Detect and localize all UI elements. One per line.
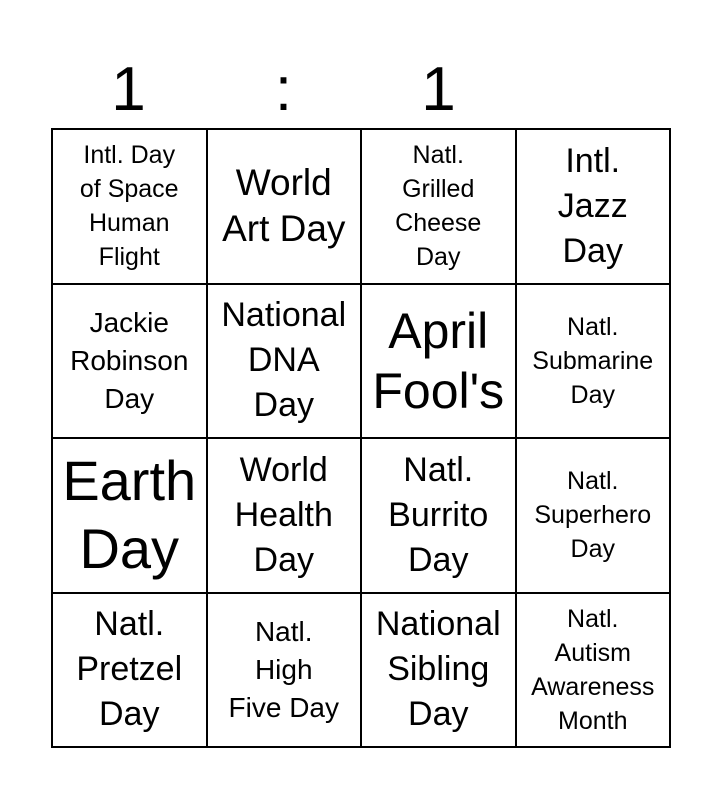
header-left-number: 1 <box>111 55 146 124</box>
cell-label: Natl. Superhero Day <box>534 467 652 564</box>
cell-label: Jackie Robinson Day <box>70 306 189 414</box>
cell-label: Natl. Submarine Day <box>532 312 654 409</box>
header-right-number: 1 <box>421 55 456 124</box>
cell-label: Earth Day <box>62 449 197 581</box>
cell-label: World Health Day <box>234 450 333 579</box>
bingo-cell[interactable] <box>517 130 672 285</box>
cell-label: National DNA Day <box>221 296 347 425</box>
cell-label: Intl. Jazz Day <box>557 141 628 270</box>
bingo-cell[interactable] <box>208 439 363 594</box>
bingo-cell[interactable] <box>53 439 208 594</box>
cell-label: World Art Day <box>222 162 346 250</box>
bingo-cell[interactable] <box>517 439 672 594</box>
bingo-cell[interactable] <box>53 285 208 440</box>
cell-label: Intl. Day of Space Human Flight <box>79 141 179 272</box>
card-header <box>51 52 671 128</box>
bingo-cell[interactable] <box>362 130 517 285</box>
header-separator: : <box>274 55 293 124</box>
cell-label: Natl. High Five Day <box>228 615 339 723</box>
cell-label: Natl. Pretzel Day <box>76 605 183 734</box>
bingo-cell[interactable] <box>517 285 672 440</box>
bingo-cell[interactable] <box>362 439 517 594</box>
cell-label: Natl. Autism Awareness Month <box>531 604 655 735</box>
bingo-cell[interactable] <box>362 285 517 440</box>
bingo-cell[interactable] <box>53 594 208 749</box>
bingo-cell[interactable] <box>208 130 363 285</box>
bingo-cell[interactable] <box>208 594 363 749</box>
cell-label: National Sibling Day <box>375 605 501 734</box>
cell-label: Natl. Grilled Cheese Day <box>395 141 482 272</box>
bingo-cell[interactable] <box>208 285 363 440</box>
bingo-cell[interactable] <box>53 130 208 285</box>
bingo-grid <box>51 128 671 748</box>
bingo-cell[interactable] <box>362 594 517 749</box>
cell-label: April Fool's <box>372 302 505 419</box>
cell-label: Natl. Burrito Day <box>388 450 489 579</box>
bingo-cell[interactable] <box>517 594 672 749</box>
